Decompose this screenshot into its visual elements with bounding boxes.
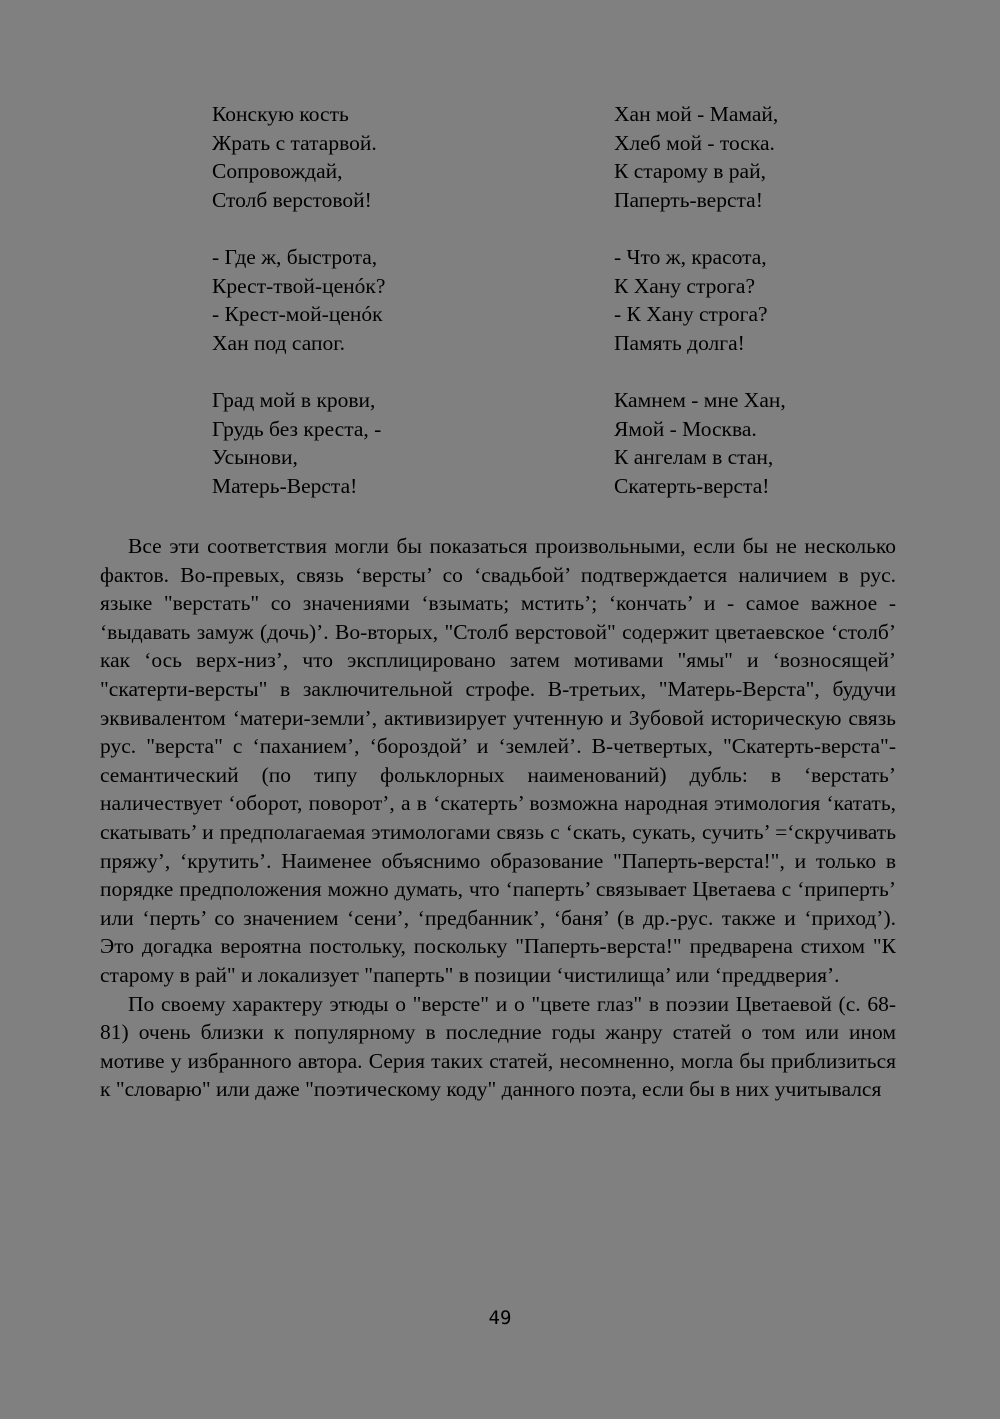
poem-line: К старому в рай, bbox=[614, 159, 766, 183]
poem-line: - Где ж, быстрота, bbox=[212, 245, 378, 269]
poem-line: Хан мой - Мамай, bbox=[614, 102, 779, 126]
body-text bbox=[100, 532, 896, 1104]
poem-left-stanza-1 bbox=[212, 100, 377, 214]
poem-right-stanza-2 bbox=[614, 243, 768, 357]
poem-line: - Крест-мой-ценóк bbox=[212, 302, 383, 326]
poem-left-stanza-3 bbox=[212, 386, 381, 500]
poem-line: Камнем - мне Хан, bbox=[614, 388, 786, 412]
poem-line: Матерь-Верста! bbox=[212, 473, 358, 498]
poem-line: Сопровождай, bbox=[212, 159, 343, 183]
poem-line: Память долга! bbox=[614, 330, 745, 355]
poem-line: Столб верстовой! bbox=[212, 187, 372, 212]
poem-line: Хлеб мой - тоска. bbox=[614, 130, 775, 155]
poem-line: К Хану строга? bbox=[614, 273, 756, 298]
poem-line: К ангелам в стан, bbox=[614, 445, 774, 469]
paragraph: Все эти соответствия могли бы показаться произвольными, если бы не несколько фактов. Во-превых, связь ‘версты’ со ‘свадьбой’ подтверждается наличием в рус. языке "верстать" со значениями ‘взымать; мстить’; ‘кончать’ и - самое важное - ‘выдавать замуж (дочь)’. Во-вторых, "Столб верстовой" содержит цветаевское ‘столб’ как ‘ось верх-низ’, что эксплицировано затем мотивами "ямы" и ‘возносящей’ "скатерти-версты" в заключительной строфе. В-третьих, "Матерь-Верста", будучи эквивалентом ‘матери-земли’, активизирует учтенную и Зубовой историческую связь рус. "верста" с ‘паханием’, ‘бороздой’ и ‘землей’. В-четвертых, "Скатерть-верста"- семантический (по типу фольклорных наименований) дубль: в ‘верстать’ наличествует ‘оборот, поворот’, а в ‘скатерть’ возможна народная этимология ‘катать, скатывать’ и предполагаемая этимологами связь с ‘скать, сукать, сучить’ =‘скручивать пряжу’, ‘крутить’. Наименее объяснимо образование "Паперть-верста!", и только в порядке предположения можно думать, что ‘паперть’ связывает Цветаева с ‘приперть’ или ‘перть’ со значением ‘сени’, ‘предбанник’, ‘баня’ (в др.-рус. также и ‘приход’). Это догадка вероятна постольку, поскольку "Паперть-верста!" предварена стихом "К старому в рай" и локализует "паперть" в позиции ‘чистилища’ или ‘преддверия’. bbox=[100, 534, 896, 987]
poem-left-stanza-2 bbox=[212, 243, 385, 357]
poem-line: Скатерть-верста! bbox=[614, 473, 770, 498]
poem-line: Грудь без креста, - bbox=[212, 416, 382, 441]
poem-right-stanza-3 bbox=[614, 386, 786, 500]
poem-right-stanza-1 bbox=[614, 100, 778, 214]
poem-line: Усынови, bbox=[212, 445, 298, 469]
page-number: 49 bbox=[488, 1307, 512, 1329]
poem-line: Крест-твой-ценóк? bbox=[212, 273, 386, 298]
poem-line: Конскую кость bbox=[212, 102, 349, 126]
poem-line: Жрать с татарвой. bbox=[212, 130, 377, 155]
paragraph: По своему характеру этюды о "версте" и о "цвете глаз" в поэзии Цветаевой (с. 68-81) очень близки к популярному в последние годы жанру статей о том или ином мотиве у избранного автора. Серия таких статей, несомненно, могла бы приблизиться к "словарю" или даже "поэтическому коду" данного поэта, если бы в них учитывался bbox=[100, 991, 896, 1102]
poem-line: Паперть-верста! bbox=[614, 187, 763, 212]
poem-line: - Что ж, красота, bbox=[614, 245, 767, 269]
poem-line: Град мой в крови, bbox=[212, 388, 376, 412]
poem-line: Хан под сапог. bbox=[212, 330, 345, 355]
poem-line: Ямой - Москва. bbox=[614, 416, 757, 441]
poem-line: - К Хану строга? bbox=[614, 302, 768, 326]
